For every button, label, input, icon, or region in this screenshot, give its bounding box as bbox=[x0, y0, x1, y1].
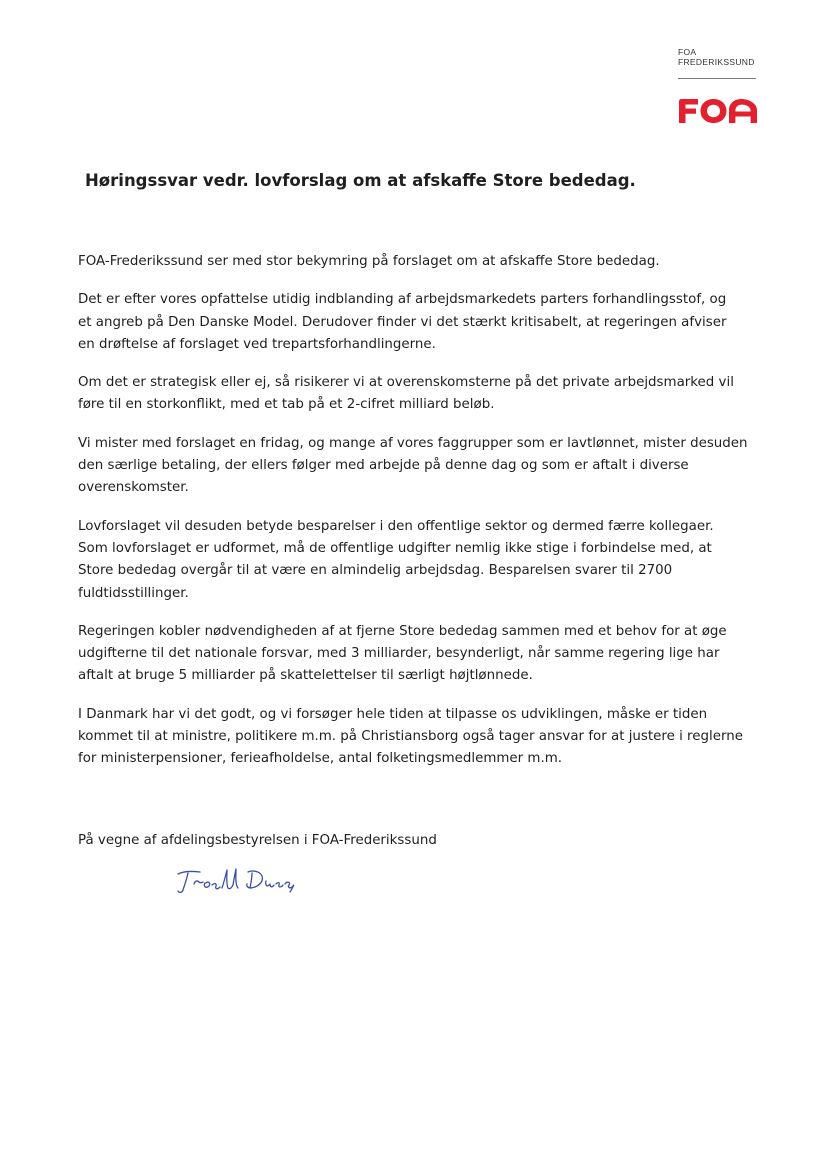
body-paragraph bbox=[78, 433, 758, 500]
handwritten-signature bbox=[172, 864, 312, 900]
org-name-line-2: FREDERIKSSUND bbox=[678, 57, 755, 67]
paragraph-line: en drøftelse af forslaget ved trepartsforhandlingerne. bbox=[78, 336, 436, 352]
paragraph-line: Som lovforslaget er udformet, må de offentlige udgifter nemlig ikke stige i forbindelse med, at bbox=[78, 540, 712, 556]
paragraph-line: udgifterne til det nationale forsvar, med 3 milliarder, besynderligt, når samme regering lige har bbox=[78, 646, 720, 662]
paragraph-line: kommet til at ministre, politikere m.m. på Christiansborg også tager ansvar for at justere i reglerne bbox=[78, 729, 743, 745]
closing-line: På vegne af afdelingsbestyrelsen i FOA-Frederikssund bbox=[78, 833, 437, 848]
paragraph-line: føre til en storkonflikt, med et tab på et 2-cifret milliard beløb. bbox=[78, 397, 495, 413]
body-paragraph bbox=[78, 372, 758, 417]
foa-logo bbox=[677, 98, 759, 124]
paragraph-line: aftalt at bruge 5 milliarder på skattelettelser til særligt højtlønnede. bbox=[78, 668, 533, 684]
paragraph-line: et angreb på Den Danske Model. Derudover finder vi det stærkt kritisabelt, at regeringen afviser bbox=[78, 314, 727, 330]
paragraph-line: Store bededag overgår til at være en almindelig arbejdsdag. Besparelsen svarer til 2700 bbox=[78, 563, 673, 579]
body-paragraph bbox=[78, 621, 758, 688]
paragraph-line: overenskomster. bbox=[78, 480, 189, 496]
paragraph-line: den særlige betaling, der ellers følger med arbejde på denne dag og som er aftalt i diverse bbox=[78, 458, 689, 474]
organization-name bbox=[678, 47, 758, 67]
body-paragraph bbox=[78, 251, 758, 273]
body-paragraph bbox=[78, 516, 758, 605]
paragraph-line: Om det er strategisk eller ej, så risikerer vi at overenskomsterne på det private arbejdsmarked vil bbox=[78, 375, 734, 391]
org-name-line-1: FOA bbox=[678, 47, 697, 57]
paragraph-line: Det er efter vores opfattelse utidig indblanding af arbejdsmarkedets parters forhandlingsstof, og bbox=[78, 292, 727, 308]
letter-body bbox=[78, 251, 758, 787]
paragraph-line: fuldtidsstillinger. bbox=[78, 585, 189, 601]
paragraph-line: FOA-Frederikssund ser med stor bekymring på forslaget om at afskaffe Store bededag. bbox=[78, 254, 660, 269]
body-paragraph bbox=[78, 704, 758, 771]
paragraph-line: for ministerpensioner, ferieafholdelse, antal folketingsmedlemmer m.m. bbox=[78, 751, 563, 767]
paragraph-line: Regeringen kobler nødvendigheden af at fjerne Store bededag sammen med et behov for at øge bbox=[78, 623, 727, 639]
paragraph-line: I Danmark har vi det godt, og vi forsøger hele tiden at tilpasse os udviklingen, måske er tiden bbox=[78, 706, 708, 722]
paragraph-line: Vi mister med forslaget en fridag, og mange af vores faggrupper som er lavtlønnet, mister desuden bbox=[78, 435, 748, 451]
org-divider bbox=[678, 78, 756, 79]
paragraph-line: Lovforslaget vil desuden betyde besparelser i den offentlige sektor og dermed færre kollegaer. bbox=[78, 518, 714, 534]
body-paragraph bbox=[78, 289, 758, 356]
letter-title: Høringssvar vedr. lovforslag om at afskaffe Store bededag. bbox=[85, 171, 636, 190]
